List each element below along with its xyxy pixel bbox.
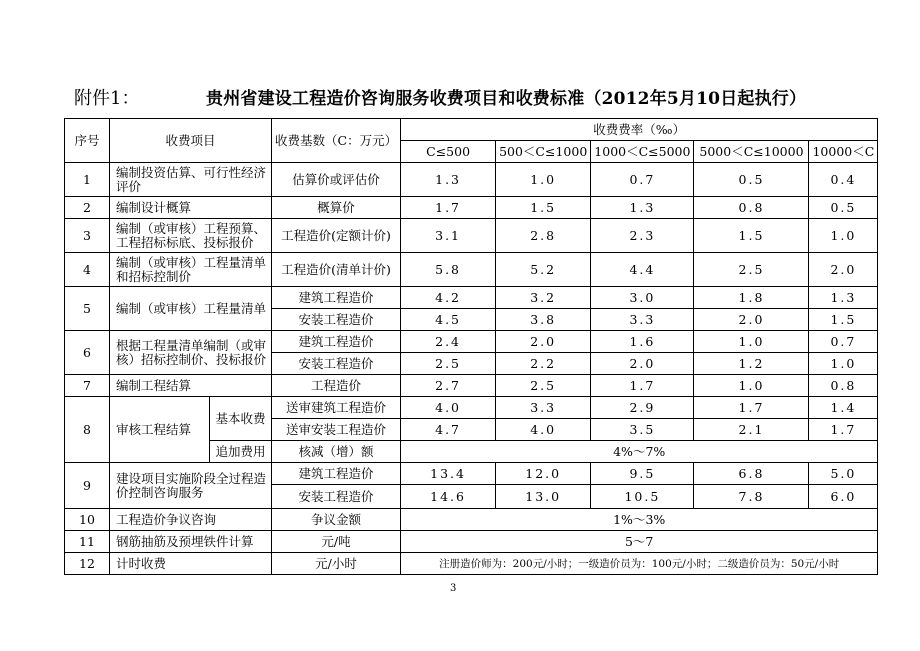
table-row (65, 397, 878, 419)
rate-cell: 2.5 (496, 375, 591, 397)
row-item: 编制投资估算、可行性经济评价 (110, 163, 272, 197)
row-seq: 12 (65, 553, 110, 575)
range-header: 1000＜C≤5000 (591, 141, 694, 163)
hourly-rate-note: 注册造价师为：200元/小时；一级造价员为：100元/小时；二级造价员为：50元/小时 (401, 553, 878, 575)
rate-cell: 3.3 (591, 309, 694, 331)
row-seq: 2 (65, 197, 110, 219)
rate-cell: 0.8 (809, 375, 878, 397)
rate-cell: 0.4 (809, 163, 878, 197)
row-seq: 8 (65, 397, 110, 463)
rate-cell: 2.2 (496, 353, 591, 375)
row-base: 估算价或评估价 (272, 163, 401, 197)
rate-cell: 12.0 (496, 463, 591, 485)
row-base: 建筑工程造价 (272, 463, 401, 485)
rate-cell: 1.0 (809, 219, 878, 253)
rate-cell: 1.0 (694, 375, 809, 397)
row-item: 审核工程结算 (110, 397, 210, 463)
rate-cell: 1.5 (496, 197, 591, 219)
rate-cell: 5.2 (496, 253, 591, 287)
rate-cell: 2.0 (496, 331, 591, 353)
rate-cell: 6.0 (809, 485, 878, 509)
table-row (65, 553, 878, 575)
row-seq: 1 (65, 163, 110, 197)
annex-label: 附件1： (74, 88, 140, 109)
rate-cell: 10.5 (591, 485, 694, 509)
row-seq: 10 (65, 509, 110, 531)
rate-cell: 4.7 (401, 419, 496, 441)
header-rate: 收费费率（‰） (401, 119, 878, 141)
row-seq: 11 (65, 531, 110, 553)
row-item: 编制（或审核）工程预算、工程招标标底、投标报价 (110, 219, 272, 253)
range-header: 500＜C≤1000 (496, 141, 591, 163)
range-header: 5000＜C≤10000 (694, 141, 809, 163)
row-seq: 6 (65, 331, 110, 375)
rate-cell: 2.0 (591, 353, 694, 375)
row-base: 工程造价 (272, 375, 401, 397)
rate-cell: 3.1 (401, 219, 496, 253)
rate-cell: 2.1 (694, 419, 809, 441)
rate-cell: 0.5 (694, 163, 809, 197)
table-row (65, 375, 878, 397)
row-item: 编制（或审核）工程量清单 (110, 287, 272, 331)
rate-cell: 1.6 (591, 331, 694, 353)
extra-fee-label: 追加费用 (210, 441, 272, 463)
header-item: 收费项目 (110, 119, 272, 163)
row-base: 元/小时 (272, 553, 401, 575)
rate-cell: 9.5 (591, 463, 694, 485)
rate-cell: 13.4 (401, 463, 496, 485)
table-row (65, 197, 878, 219)
rate-cell: 0.7 (809, 331, 878, 353)
header-seq: 序号 (65, 119, 110, 163)
rate-cell: 4.0 (496, 419, 591, 441)
rate-cell: 2.0 (809, 253, 878, 287)
row-base: 送审安装工程造价 (272, 419, 401, 441)
rate-cell: 1.7 (591, 375, 694, 397)
rate-cell: 3.5 (591, 419, 694, 441)
table-row (65, 219, 878, 253)
rate-cell: 0.7 (591, 163, 694, 197)
rate-cell: 1.7 (809, 419, 878, 441)
row-item: 钢筋抽筋及预埋铁件计算 (110, 531, 272, 553)
rate-cell: 1.3 (809, 287, 878, 309)
row-item: 计时收费 (110, 553, 272, 575)
rate-cell: 2.3 (591, 219, 694, 253)
row-base: 建筑工程造价 (272, 287, 401, 309)
merged-rate-cell: 1%～3% (401, 509, 878, 531)
row-base: 安装工程造价 (272, 485, 401, 509)
row-item: 编制（或审核）工程量清单和招标控制价 (110, 253, 272, 287)
table-row (65, 463, 878, 485)
rate-cell: 3.3 (496, 397, 591, 419)
rate-cell: 4.2 (401, 287, 496, 309)
row-item: 根据工程量清单编制（或审核）招标控制价、投标报价 (110, 331, 272, 375)
table-row (65, 287, 878, 309)
rate-cell: 4.5 (401, 309, 496, 331)
rate-cell: 1.7 (694, 397, 809, 419)
rate-cell: 6.8 (694, 463, 809, 485)
row-base: 工程造价(清单计价) (272, 253, 401, 287)
rate-cell: 2.9 (591, 397, 694, 419)
rate-cell: 1.4 (809, 397, 878, 419)
header-row (65, 119, 878, 141)
row-item: 工程造价争议咨询 (110, 509, 272, 531)
row-seq: 9 (65, 463, 110, 509)
rate-cell: 5.0 (809, 463, 878, 485)
rate-cell: 14.6 (401, 485, 496, 509)
row-item: 建设项目实施阶段全过程造价控制咨询服务 (110, 463, 272, 509)
table-row (65, 331, 878, 353)
row-base: 安装工程造价 (272, 309, 401, 331)
range-header: 10000＜C (809, 141, 878, 163)
rate-cell: 1.8 (694, 287, 809, 309)
rate-cell: 4.0 (401, 397, 496, 419)
row-base: 工程造价(定额计价) (272, 219, 401, 253)
merged-rate-cell: 4%～7% (401, 441, 878, 463)
row-item: 编制设计概算 (110, 197, 272, 219)
row-seq: 7 (65, 375, 110, 397)
table-row (65, 509, 878, 531)
rate-cell: 3.2 (496, 287, 591, 309)
rate-cell: 5.8 (401, 253, 496, 287)
basic-fee-label: 基本收费 (210, 397, 272, 441)
rate-cell: 2.5 (694, 253, 809, 287)
document-heading (60, 82, 860, 112)
rate-cell: 1.3 (591, 197, 694, 219)
document-title: 贵州省建设工程造价咨询服务收费项目和收费标准（2012年5月10日起执行） (206, 89, 807, 109)
rate-cell: 7.8 (694, 485, 809, 509)
row-base: 概算价 (272, 197, 401, 219)
rate-cell: 3.0 (591, 287, 694, 309)
rate-cell: 2.4 (401, 331, 496, 353)
range-header: C≤500 (401, 141, 496, 163)
row-base: 建筑工程造价 (272, 331, 401, 353)
row-base: 安装工程造价 (272, 353, 401, 375)
rate-cell: 0.5 (809, 197, 878, 219)
row-item: 编制工程结算 (110, 375, 272, 397)
rate-cell: 4.4 (591, 253, 694, 287)
rate-cell: 1.3 (401, 163, 496, 197)
rate-cell: 1.5 (809, 309, 878, 331)
rate-cell: 2.5 (401, 353, 496, 375)
rate-cell: 2.0 (694, 309, 809, 331)
header-base: 收费基数（C：万元） (272, 119, 401, 163)
table-row (65, 531, 878, 553)
fee-table (64, 118, 878, 575)
row-seq: 3 (65, 219, 110, 253)
rate-cell: 2.7 (401, 375, 496, 397)
rate-cell: 1.2 (694, 353, 809, 375)
rate-cell: 13.0 (496, 485, 591, 509)
rate-cell: 0.8 (694, 197, 809, 219)
row-base: 核减（增）额 (272, 441, 401, 463)
row-seq: 4 (65, 253, 110, 287)
rate-cell: 1.0 (496, 163, 591, 197)
row-base: 送审建筑工程造价 (272, 397, 401, 419)
row-base: 争议金额 (272, 509, 401, 531)
table-row (65, 253, 878, 287)
row-base: 元/吨 (272, 531, 401, 553)
rate-cell: 1.0 (809, 353, 878, 375)
rate-cell: 1.0 (694, 331, 809, 353)
rate-cell: 1.5 (694, 219, 809, 253)
rate-cell: 1.7 (401, 197, 496, 219)
rate-cell: 3.8 (496, 309, 591, 331)
merged-rate-cell: 5～7 (401, 531, 878, 553)
page-number: 3 (450, 583, 457, 594)
rate-cell: 2.8 (496, 219, 591, 253)
table-row (65, 163, 878, 197)
row-seq: 5 (65, 287, 110, 331)
